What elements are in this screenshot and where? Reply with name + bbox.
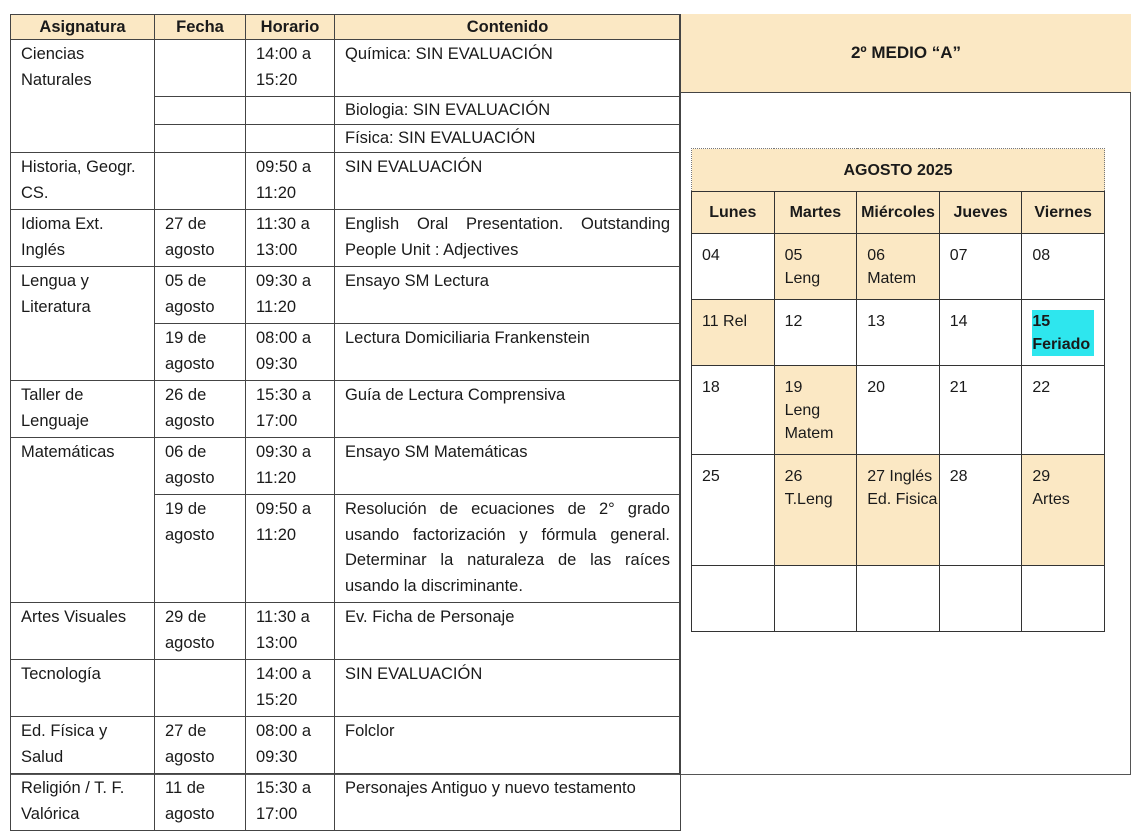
- calendar-day-number: 27 Inglés: [867, 468, 933, 485]
- calendar-week-row: [692, 366, 1105, 455]
- calendar-day-event: Matem: [867, 270, 917, 287]
- cell-asignatura: Religión / T. F. Valórica: [11, 774, 155, 831]
- cell-fecha: [155, 40, 246, 97]
- cell-horario: 08:00 a 09:30: [246, 717, 335, 774]
- cell-horario: 15:30 a 17:00: [246, 774, 335, 831]
- table-row: [11, 40, 681, 97]
- calendar-day-cell: [1022, 366, 1105, 455]
- cell-contenido: SIN EVALUACIÓN: [335, 660, 681, 717]
- calendar-week-row: [692, 234, 1105, 300]
- table-row: [11, 438, 681, 495]
- cell-asignatura: Artes Visuales: [11, 603, 155, 660]
- calendar-day-cell: [939, 366, 1022, 455]
- calendar-day-number: 26: [784, 468, 803, 485]
- cell-fecha: [155, 660, 246, 717]
- cell-contenido: Guía de Lectura Comprensiva: [335, 381, 681, 438]
- cell-horario: 14:00 a 15:20: [246, 40, 335, 97]
- cell-fecha: 05 de agosto: [155, 267, 246, 324]
- table-row: [11, 267, 681, 324]
- cell-fecha: 06 de agosto: [155, 438, 246, 495]
- calendar-day-number: 13: [867, 313, 885, 330]
- header-horario: Horario: [246, 15, 335, 40]
- cell-contenido: Química: SIN EVALUACIÓN: [335, 40, 681, 97]
- calendar-day-number: 06: [867, 247, 885, 264]
- cell-fecha: 27 de agosto: [155, 210, 246, 267]
- cell-contenido: Folclor: [335, 717, 681, 774]
- calendar-day-cell: [857, 300, 940, 366]
- calendar-title: AGOSTO 2025: [692, 149, 1105, 192]
- cell-fecha: [155, 125, 246, 153]
- calendar-day-cell: [774, 234, 857, 300]
- calendar-day-number: 07: [949, 247, 968, 264]
- cell-asignatura: Lengua y Literatura: [11, 267, 155, 381]
- weekday-martes: Martes: [774, 192, 857, 234]
- cell-horario: 15:30 a 17:00: [246, 381, 335, 438]
- calendar-day-number: 04: [702, 247, 720, 264]
- calendar-day-cell: [857, 234, 940, 300]
- cell-horario: 09:50 a 11:20: [246, 495, 335, 603]
- calendar-day-cell: [857, 566, 940, 632]
- cell-asignatura: Ciencias Naturales: [11, 40, 155, 153]
- calendar-day-cell: [692, 300, 775, 366]
- cell-fecha: 26 de agosto: [155, 381, 246, 438]
- calendar-day-event: Matem: [784, 425, 834, 442]
- calendar-day-cell: [692, 455, 775, 566]
- cell-horario: 09:30 a 11:20: [246, 267, 335, 324]
- calendar-day-cell: [939, 455, 1022, 566]
- calendar-week-row: [692, 566, 1105, 632]
- grade-title: 2º MEDIO “A”: [680, 14, 1131, 93]
- calendar-day-cell: [857, 366, 940, 455]
- calendar-day-event: Artes: [1032, 491, 1070, 508]
- calendar-day-cell: [692, 366, 775, 455]
- calendar-weeks: [692, 234, 1105, 632]
- calendar-week-row: [692, 455, 1105, 566]
- cell-fecha: 29 de agosto: [155, 603, 246, 660]
- calendar-day-event: Ed. Fisica: [867, 491, 938, 508]
- cell-horario: 09:30 a 11:20: [246, 438, 335, 495]
- calendar-weekday-row: [692, 192, 1105, 234]
- cell-contenido: Lectura Domiciliaria Frankenstein: [335, 324, 681, 381]
- calendar-day-cell: [939, 234, 1022, 300]
- cell-contenido: Resolución de ecuaciones de 2° grado usando factorización y fórmula general. Determinar la naturaleza de las raíces usando la discriminante.: [335, 495, 681, 603]
- cell-contenido: Ev. Ficha de Personaje: [335, 603, 681, 660]
- august-calendar: [691, 148, 1105, 632]
- cell-horario: [246, 97, 335, 125]
- calendar-day-cell: [939, 566, 1022, 632]
- header-contenido: Contenido: [335, 15, 681, 40]
- column-divider: [679, 14, 680, 775]
- cell-horario: 08:00 a 09:30: [246, 324, 335, 381]
- header-fecha: Fecha: [155, 15, 246, 40]
- calendar-day-number: 19: [784, 379, 803, 396]
- weekday-lunes: Lunes: [692, 192, 775, 234]
- calendar-day-cell: [1022, 566, 1105, 632]
- cell-fecha: 11 de agosto: [155, 774, 246, 831]
- calendar-day-cell: [774, 455, 857, 566]
- cell-horario: [246, 125, 335, 153]
- cell-horario: 14:00 a 15:20: [246, 660, 335, 717]
- evaluation-table: [10, 14, 681, 831]
- cell-asignatura: Ed. Física y Salud: [11, 717, 155, 774]
- table-row: [11, 774, 681, 831]
- cell-horario: 11:30 a 13:00: [246, 603, 335, 660]
- calendar-day-cell: [774, 566, 857, 632]
- cell-fecha: 19 de agosto: [155, 495, 246, 603]
- calendar-day-cell: [692, 234, 775, 300]
- calendar-day-cell: [692, 566, 775, 632]
- calendar-day-number: 14: [949, 313, 968, 330]
- cell-fecha: [155, 97, 246, 125]
- table-row: [11, 603, 681, 660]
- calendar-day-cell: [1022, 234, 1105, 300]
- calendar-day-number: 15: [1032, 310, 1094, 333]
- cell-contenido: Física: SIN EVALUACIÓN: [335, 125, 681, 153]
- calendar-day-number: 29: [1032, 468, 1051, 485]
- calendar-week-row: [692, 300, 1105, 366]
- calendar-day-cell: [774, 300, 857, 366]
- calendar-day-number: 28: [949, 468, 968, 485]
- cell-asignatura: Idioma Ext. Inglés: [11, 210, 155, 267]
- cell-asignatura: Matemáticas: [11, 438, 155, 603]
- cell-asignatura: Tecnología: [11, 660, 155, 717]
- calendar-day-number: 18: [702, 379, 720, 396]
- table-header-row: [11, 15, 681, 40]
- cell-horario: 09:50 a 11:20: [246, 153, 335, 210]
- cell-fecha: 27 de agosto: [155, 717, 246, 774]
- calendar-day-number: 11 Rel: [702, 313, 748, 330]
- calendar-day-event: T.Leng: [784, 491, 833, 508]
- table-row: [11, 660, 681, 717]
- calendar-day-number: 20: [867, 379, 885, 396]
- table-row: [11, 210, 681, 267]
- calendar-day-number: 22: [1032, 379, 1051, 396]
- cell-contenido: Biologia: SIN EVALUACIÓN: [335, 97, 681, 125]
- calendar-day-cell: [774, 366, 857, 455]
- weekday-jueves: Jueves: [939, 192, 1022, 234]
- weekday-viernes: Viernes: [1022, 192, 1105, 234]
- table-row: [11, 153, 681, 210]
- calendar-day-cell: [857, 455, 940, 566]
- table-row: [11, 381, 681, 438]
- calendar-day-number: 05: [784, 247, 803, 264]
- calendar-day-cell: [939, 300, 1022, 366]
- cell-contenido: Ensayo SM Lectura: [335, 267, 681, 324]
- cell-fecha: 19 de agosto: [155, 324, 246, 381]
- cell-contenido: Ensayo SM Matemáticas: [335, 438, 681, 495]
- cell-fecha: [155, 153, 246, 210]
- table-row: [11, 717, 681, 774]
- calendar-day-number: 08: [1032, 247, 1051, 264]
- calendar-day-event: Leng: [784, 270, 821, 287]
- calendar-day-number: 25: [702, 468, 720, 485]
- cell-contenido: Personajes Antiguo y nuevo testamento: [335, 774, 681, 831]
- cell-asignatura: Taller de Lenguaje: [11, 381, 155, 438]
- calendar-day-number: 21: [949, 379, 968, 396]
- cell-contenido: English Oral Presentation. Outstanding People Unit : Adjectives: [335, 210, 681, 267]
- header-asignatura: Asignatura: [11, 15, 155, 40]
- cell-asignatura: Historia, Geogr. CS.: [11, 153, 155, 210]
- calendar-day-event: Feriado: [1032, 333, 1094, 356]
- cell-horario: 11:30 a 13:00: [246, 210, 335, 267]
- weekday-miercoles: Miércoles: [857, 192, 940, 234]
- calendar-day-number: 12: [784, 313, 803, 330]
- calendar-day-event: Leng: [784, 402, 821, 419]
- calendar-day-cell: [1022, 300, 1105, 366]
- calendar-day-cell: [1022, 455, 1105, 566]
- cell-contenido: SIN EVALUACIÓN: [335, 153, 681, 210]
